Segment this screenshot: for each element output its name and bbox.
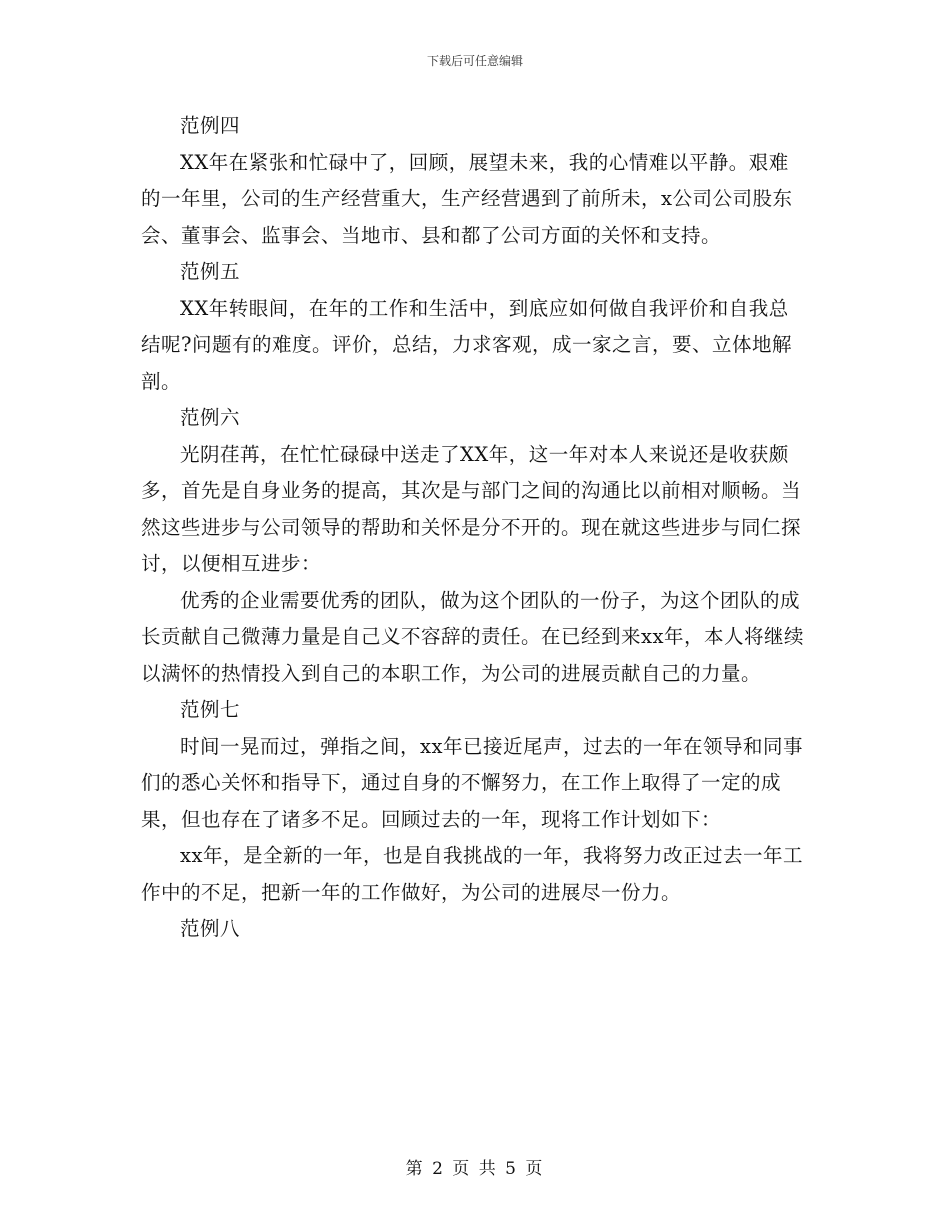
paragraph: 光阴荏苒，在忙忙碌碌中送走了XX年，这一年对本人来说还是收获颇多，首先是自身业务的提高，其次是与部门之间的沟通比以前相对顺畅。当然这些进步与公司领导的帮助和关怀是分不开的。现在就这些进步与同仁探讨，以便相互进步：: [141, 442, 802, 575]
paragraph: 优秀的企业需要优秀的团队，做为这个团队的一份子，为这个团队的成长贡献自己微薄力量是自己义不容辞的责任。在已经到来xx年，本人将继续以满怀的热情投入到自己的本职工作，为公司的进展贡献自己的力量。: [141, 588, 804, 685]
paragraph: xx年，是全新的一年，也是自我挑战的一年，我将努力改正过去一年工作中的不足，把新一年的工作做好，为公司的进展尽一份力。: [141, 844, 803, 904]
paragraph: XX年在紧张和忙碌中了，回顾，展望未来，我的心情难以平静。艰难的一年里，公司的生产经营重大，生产经营遇到了前所未，x公司公司股东会、董事会、监事会、当地市、县和都了公司方面的关怀和支持。: [141, 150, 793, 247]
section-heading: 范例七: [180, 698, 241, 721]
page-number: 第 2 页 共 5 页: [405, 1159, 545, 1179]
paragraph: 时间一晃而过，弹指之间，xx年已接近尾声，过去的一年在领导和同事们的悉心关怀和指导下，通过自身的不懈努力，在工作上取得了一定的成果，但也存在了诸多不足。回顾过去的一年，现将工作计划如下：: [141, 734, 803, 831]
section-heading: 范例五: [180, 260, 241, 283]
page-header: 下载后可任意编辑: [426, 54, 523, 68]
section-heading: 范例四: [180, 114, 241, 137]
section-heading: 范例六: [180, 406, 241, 429]
section-heading: 范例八: [180, 917, 241, 940]
paragraph: XX年转眼间，在年的工作和生活中，到底应如何做自我评价和自我总结呢?问题有的难度。评价，总结，力求客观，成一家之言，要、立体地解剖。: [141, 296, 792, 393]
document-body: [141, 108, 806, 948]
